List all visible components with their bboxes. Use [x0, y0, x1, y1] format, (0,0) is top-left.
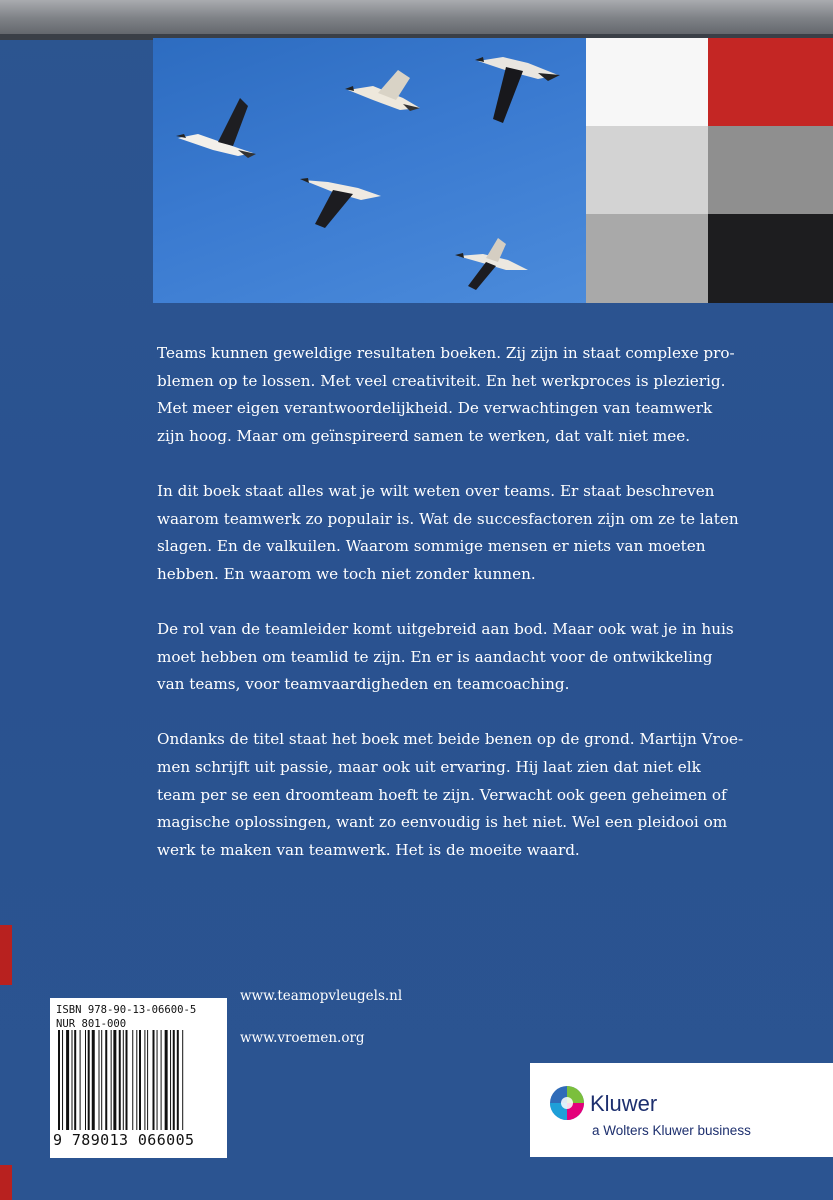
barcode-bar	[132, 1030, 133, 1130]
barcode-bar	[147, 1030, 148, 1130]
barcode-bar	[88, 1030, 90, 1130]
geese-illustration	[153, 38, 586, 303]
publisher-tagline: a Wolters Kluwer business	[592, 1123, 751, 1138]
barcode-bar	[101, 1030, 102, 1130]
publisher-badge	[530, 1063, 833, 1157]
paragraph-4	[157, 726, 797, 864]
block-light-gray	[586, 126, 708, 214]
barcode-digits: 9 789013 066005	[53, 1131, 195, 1149]
barcode-bar	[113, 1030, 116, 1130]
website-link-1[interactable]: www.teamopvleugels.nl	[240, 988, 403, 1004]
barcode-bar	[182, 1030, 183, 1130]
barcode-bar	[66, 1030, 69, 1130]
barcode-bar	[74, 1030, 76, 1130]
text-line: blemen op te lossen. Met veel creativiteit. En het werkproces is plezierig.	[157, 371, 726, 390]
text-line: Ondanks de titel staat het boek met beide benen op de grond. Martijn Vroe-	[157, 730, 744, 749]
paragraph-3	[157, 616, 797, 699]
barcode-bar	[170, 1030, 171, 1130]
red-spine-accent-bottom	[0, 1165, 12, 1200]
barcode-bar	[177, 1030, 179, 1130]
barcode-bar	[58, 1030, 60, 1130]
barcode-bar	[119, 1030, 121, 1130]
goose-3	[475, 57, 560, 123]
text-line: waarom teamwerk zo populair is. Wat de succesfactoren zijn om ze te laten	[157, 509, 739, 528]
barcode-bar	[126, 1030, 128, 1130]
book-top-edge	[0, 0, 833, 40]
barcode-bar	[80, 1030, 81, 1130]
barcode-bar	[173, 1030, 175, 1130]
text-line: magische oplossingen, want zo eenvoudig is het niet. Wel een pleidooi om	[157, 813, 728, 832]
barcode-bar	[105, 1030, 107, 1130]
barcode-bar	[123, 1030, 124, 1130]
goose-4	[300, 178, 381, 228]
website-link-2[interactable]: www.vroemen.org	[240, 1030, 365, 1046]
text-line: In dit boek staat alles wat je wilt weten over teams. Er staat beschreven	[157, 481, 715, 500]
barcode-label	[50, 998, 227, 1158]
text-line: Teams kunnen geweldige resultaten boeken. Zij zijn in staat complexe pro-	[157, 344, 735, 362]
barcode-bar	[72, 1030, 73, 1130]
barcode-bar	[157, 1030, 158, 1130]
barcode-bar	[165, 1030, 168, 1130]
block-black	[708, 214, 833, 303]
text-line: werk te maken van teamwerk. Het is de moeite waard.	[157, 840, 580, 859]
text-line: Met meer eigen verantwoordelijkheid. De verwachtingen van teamwerk	[157, 399, 713, 418]
block-gray	[586, 214, 708, 303]
text-line: De rol van de teamleider komt uitgebreid aan bod. Maar ook wat je in huis	[157, 619, 734, 638]
barcode-bar	[161, 1030, 162, 1130]
text-line: van teams, voor teamvaardigheden en teamcoaching.	[157, 675, 570, 694]
barcode-bar	[136, 1030, 137, 1130]
block-white	[586, 38, 708, 126]
geese-photo	[153, 38, 586, 303]
kluwer-globe-icon	[548, 1084, 586, 1122]
text-line: team per se een droomteam hoeft te zijn. Verwacht ook geen geheimen of	[157, 785, 727, 804]
barcode-bar	[85, 1030, 86, 1130]
nur-code: NUR 801-000	[56, 1018, 127, 1030]
goose-2	[345, 70, 420, 111]
text-line: moet hebben om teamlid te zijn. En er is aandacht voor de ontwikkeling	[157, 647, 713, 666]
barcode-bar	[99, 1030, 100, 1130]
red-spine-accent	[0, 925, 12, 985]
goose-5	[455, 238, 528, 290]
color-blocks	[586, 38, 833, 303]
block-mid-gray	[708, 126, 833, 214]
block-red	[708, 38, 833, 126]
publisher-name: Kluwer	[590, 1091, 658, 1116]
text-line: zijn hoog. Maar om geïnspireerd samen te werken, dat valt niet mee.	[157, 426, 691, 445]
barcode-icon	[56, 1030, 222, 1130]
goose-1	[176, 98, 256, 158]
barcode-bar	[153, 1030, 155, 1130]
barcode-bar	[144, 1030, 145, 1130]
text-line: men schrijft uit passie, maar ook uit ervaring. Hij laat zien dat niet elk	[157, 757, 701, 776]
barcode-bar	[111, 1030, 112, 1130]
text-line: slagen. En de valkuilen. Waarom sommige mensen er niets van moeten	[157, 537, 706, 556]
text-line: hebben. En waarom we toch niet zonder kunnen.	[157, 564, 536, 583]
blurb-text	[157, 340, 797, 892]
paragraph-2	[157, 478, 797, 588]
isbn-number: ISBN 978-90-13-06600-5	[56, 1004, 197, 1016]
barcode-bar	[139, 1030, 141, 1130]
paragraph-1	[157, 340, 797, 450]
barcode-bar	[62, 1030, 63, 1130]
barcode-bar	[92, 1030, 95, 1130]
